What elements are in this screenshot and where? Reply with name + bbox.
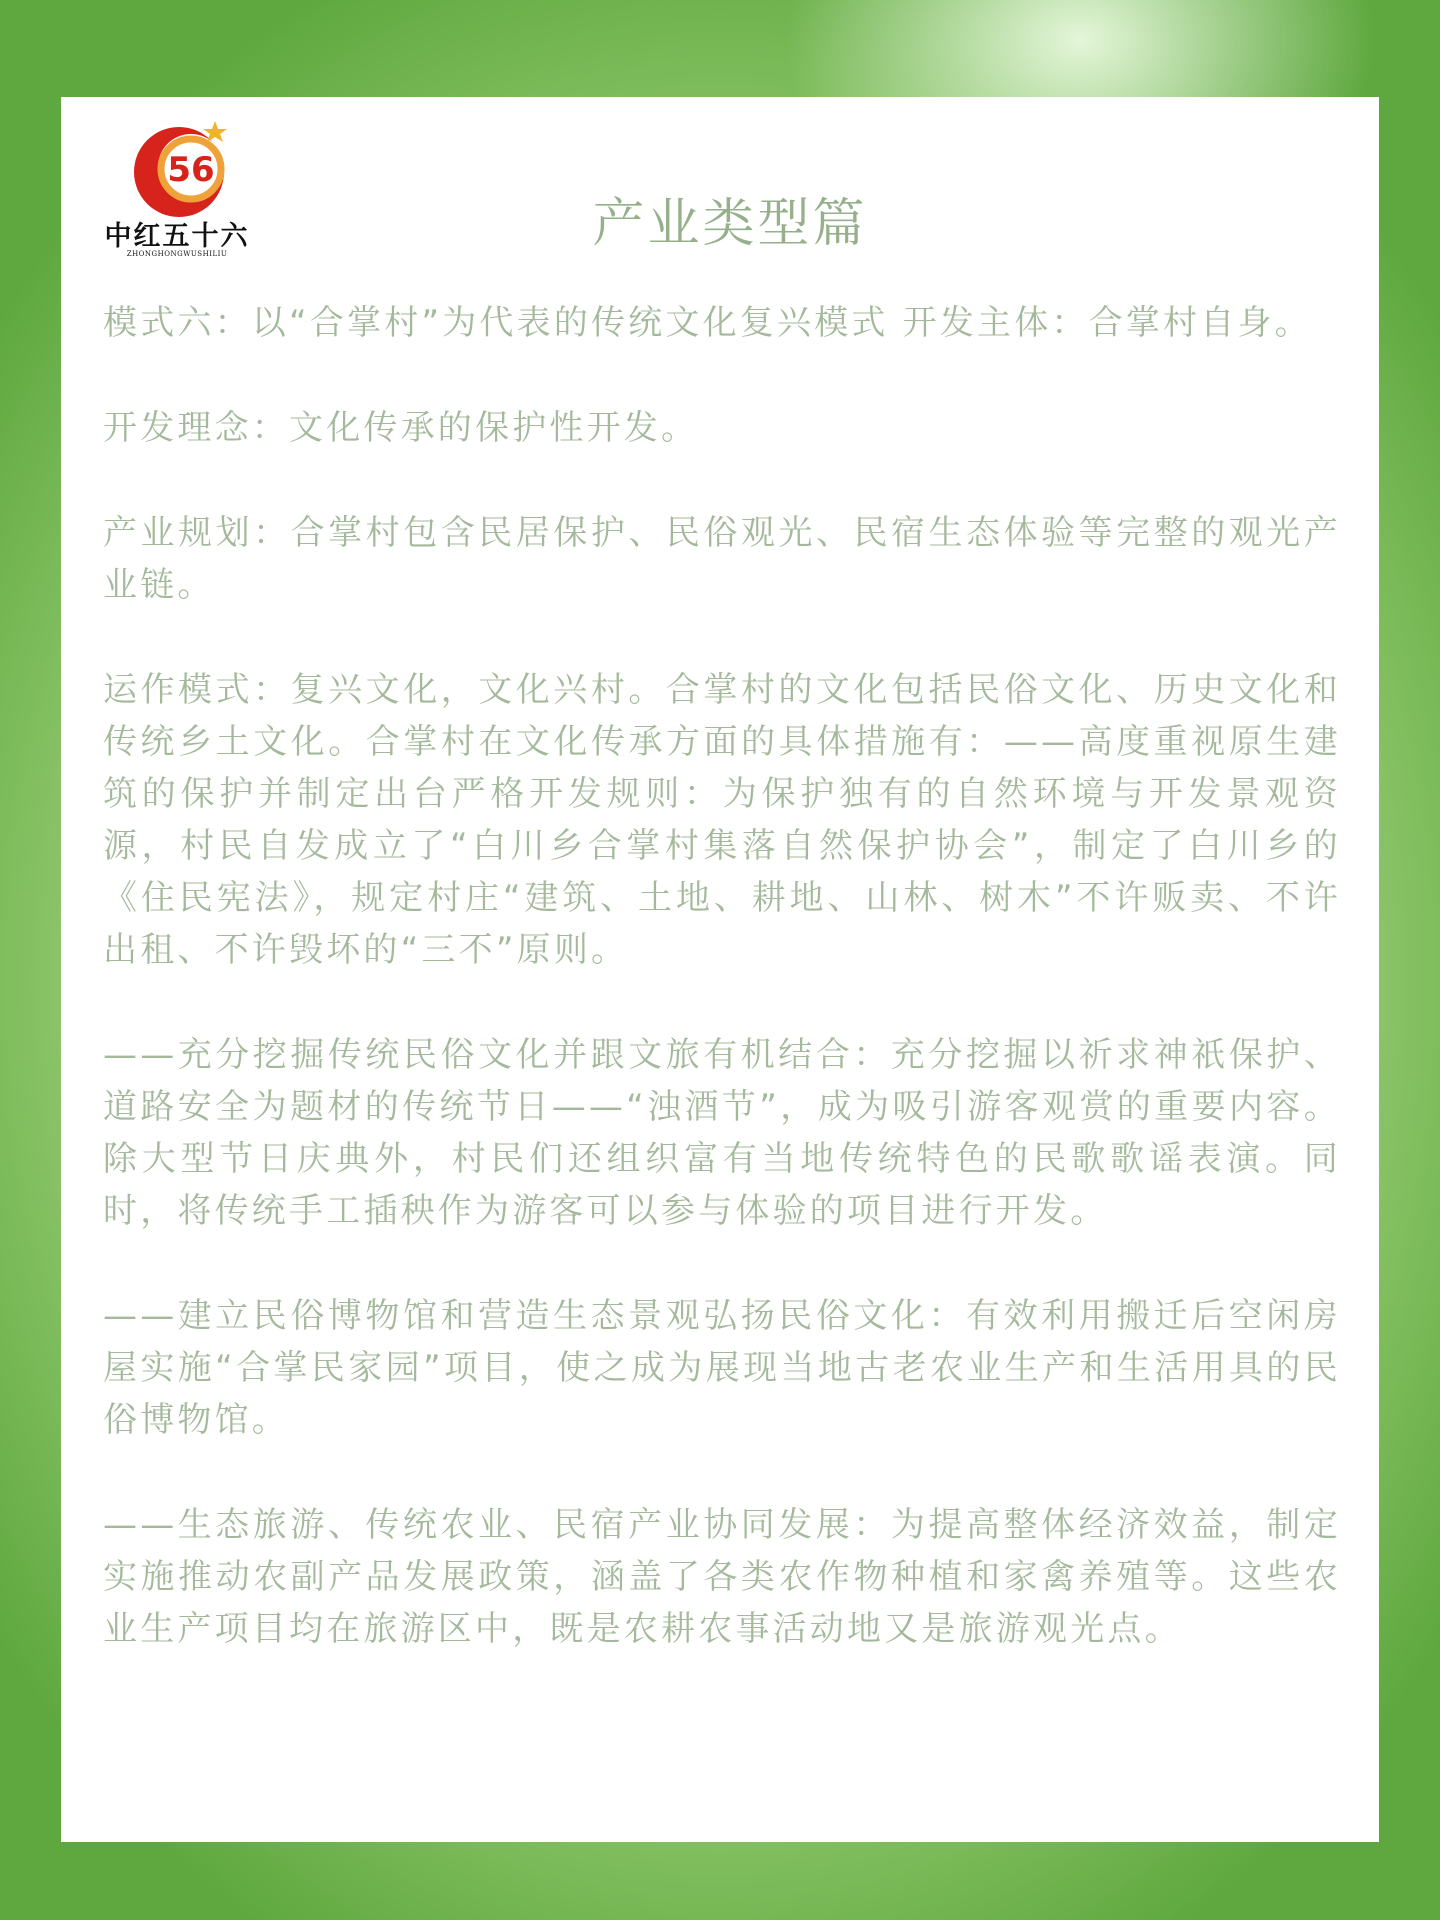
logo-name-cn: 中红五十六	[104, 221, 250, 252]
paragraph-folk-culture: ——充分挖掘传统民俗文化并跟文旅有机结合：充分挖掘以祈求神祇保护、道路安全为题材的传统节日——“浊酒节”，成为吸引游客观赏的重要内容。除大型节日庆典外，村民们还组织富有当地传统特色的民歌歌谣表演。同时，将传统手工插秧作为游客可以参与体验的项目进行开发。	[103, 1035, 1341, 1231]
logo-name-en: ZHONGHONGWUSHILIU	[126, 250, 228, 258]
article-body	[103, 297, 1341, 1708]
page-title: 产业类型篇	[592, 194, 868, 254]
paragraph-model: 模式六：以“合掌村”为代表的传统文化复兴模式 开发主体：合掌村自身。	[103, 303, 1312, 343]
logo-number: 56	[167, 150, 215, 190]
content-card	[61, 97, 1379, 1842]
paragraph-eco-tourism: ——生态旅游、传统农业、民宿产业协同发展：为提高整体经济效益，制定实施推动农副产品发展政策，涵盖了各类农作物种植和家禽养殖等。这些农业生产项目均在旅游区中，既是农耕农事活动地又是旅游观光点。	[103, 1505, 1341, 1649]
paragraph-museum: ——建立民俗博物馆和营造生态景观弘扬民俗文化：有效利用搬迁后空闲房屋实施“合掌民家园”项目，使之成为展现当地古老农业生产和生活用具的民俗博物馆。	[103, 1296, 1341, 1440]
paragraph-planning: 产业规划：合掌村包含民居保护、民俗观光、民宿生态体验等完整的观光产业链。	[103, 513, 1341, 605]
paragraph-operation: 运作模式：复兴文化，文化兴村。合掌村的文化包括民俗文化、历史文化和传统乡土文化。合掌村在文化传承方面的具体措施有：——高度重视原生建筑的保护并制定出台严格开发规则：为保护独有的自然环境与开发景观资源，村民自发成立了“白川乡合掌村集落自然保护协会”，制定了白川乡的《住民宪法》，规定村庄“建筑、土地、耕地、山林、树木”不许贩卖、不许出租、不许毁坏的“三不”原则。	[103, 670, 1341, 970]
paragraph-concept: 开发理念：文化传承的保护性开发。	[103, 408, 699, 448]
